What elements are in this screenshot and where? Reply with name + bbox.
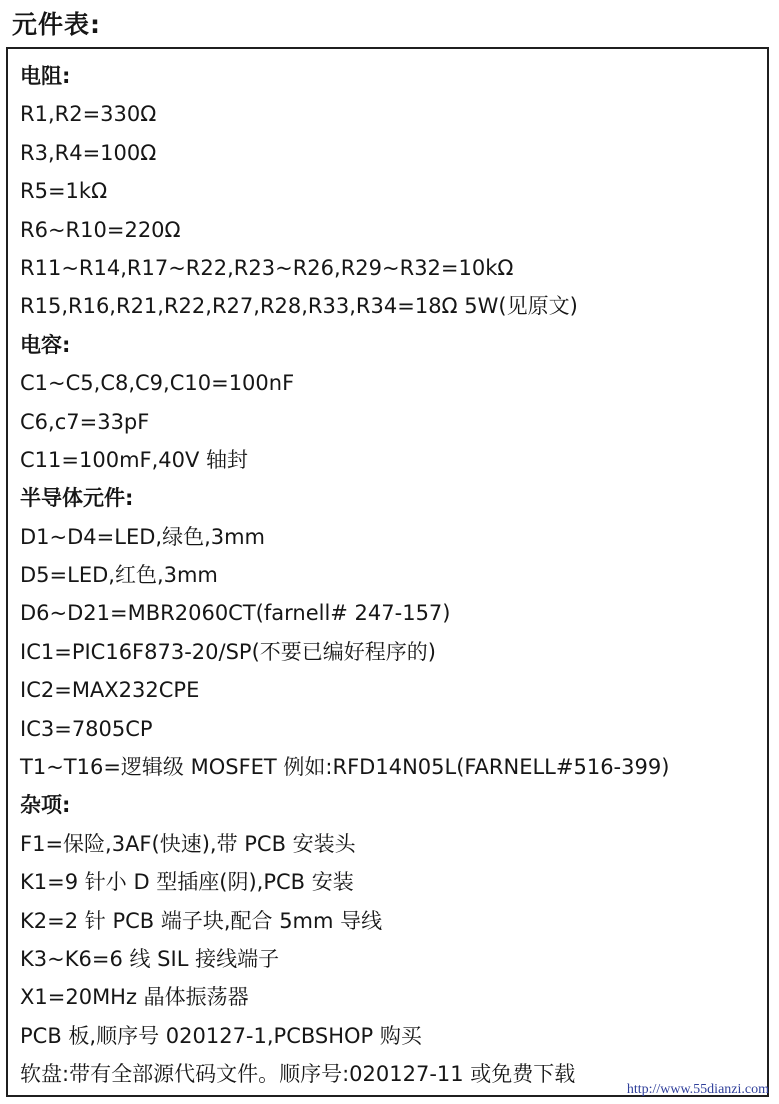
list-item: R6~R10=220Ω bbox=[20, 217, 181, 242]
list-item: R1,R2=330Ω bbox=[20, 102, 157, 127]
list-item: K1=9 针小 D 型插座(阴),PCB 安装 bbox=[20, 870, 354, 895]
list-item: R3,R4=100Ω bbox=[20, 140, 157, 165]
list-item: PCB 板,顺序号 020127-1,PCBSHOP 购买 bbox=[20, 1023, 422, 1048]
list-item: IC2=MAX232CPE bbox=[20, 678, 200, 703]
list-item: T1~T16=逻辑级 MOSFET 例如:RFD14N05L(FARNELL#516-399) bbox=[20, 755, 670, 780]
list-item: 软盘:带有全部源代码文件。顺序号:020127-11 或免费下载 bbox=[20, 1062, 576, 1087]
list-item: R11~R14,R17~R22,R23~R26,R29~R32=10kΩ bbox=[20, 255, 514, 280]
page-title: 元件表: bbox=[12, 10, 101, 39]
section-heading-miscellaneous: 杂项: bbox=[20, 793, 71, 818]
list-item: D5=LED,红色,3mm bbox=[20, 563, 218, 588]
list-item: R15,R16,R21,R22,R27,R28,R33,R34=18Ω 5W(见原文) bbox=[20, 294, 578, 319]
list-item: C6,c7=33pF bbox=[20, 409, 150, 434]
watermark-url: http://www.55dianzi.com bbox=[626, 1082, 769, 1097]
list-item: D1~D4=LED,绿色,3mm bbox=[20, 524, 266, 549]
list-item: R5=1kΩ bbox=[20, 179, 108, 204]
list-item: D6~D21=MBR2060CT(farnell# 247-157) bbox=[20, 601, 451, 626]
list-item: IC3=7805CP bbox=[20, 716, 153, 741]
list-item: C11=100mF,40V 轴封 bbox=[20, 447, 249, 472]
parts-list-box bbox=[6, 47, 769, 1097]
list-item: X1=20MHz 晶体振荡器 bbox=[20, 985, 249, 1010]
list-item: IC1=PIC16F873-20/SP(不要已编好程序的) bbox=[20, 639, 436, 664]
section-heading-resistors: 电阻: bbox=[20, 64, 71, 88]
list-item: K3~K6=6 线 SIL 接线端子 bbox=[20, 946, 280, 971]
list-item: F1=保险,3AF(快速),带 PCB 安装头 bbox=[20, 831, 356, 856]
section-heading-semiconductors: 半导体元件: bbox=[20, 486, 134, 511]
list-item: K2=2 针 PCB 端子块,配合 5mm 导线 bbox=[20, 908, 383, 933]
list-item: C1~C5,C8,C9,C10=100nF bbox=[20, 371, 295, 396]
section-heading-capacitors: 电容: bbox=[20, 332, 71, 357]
